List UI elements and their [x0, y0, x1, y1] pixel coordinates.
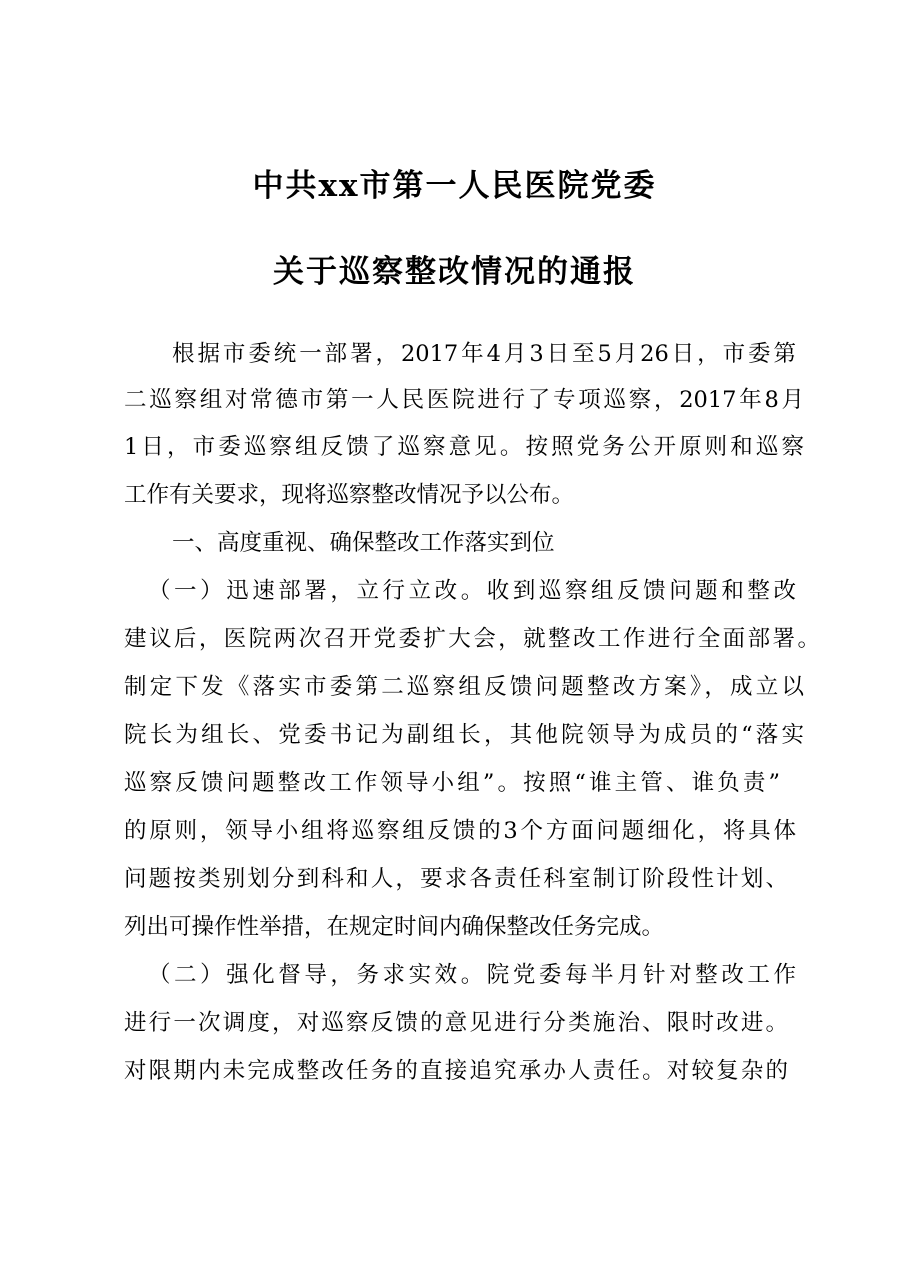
paragraph-line: 工作有关要求，现将巡察整改情况予以公布。: [124, 482, 575, 508]
paragraph-line: 建议后，医院两次召开党委扩大会，就整改工作进行全面部署。: [124, 626, 820, 652]
paragraph-line: 列出可操作性举措，在规定时间内确保整改任务完成。: [124, 914, 665, 940]
paragraph-line: 根据市委统一部署，2017年4月3日至5月26日，市委第: [172, 341, 796, 367]
paragraph-line: 进行一次调度，对巡察反馈的意见进行分类施治、限时改进。: [124, 1010, 788, 1036]
paragraph-line: （二）强化督导，务求实效。院党委每半月针对整改工作: [148, 962, 796, 988]
paragraph-line: 二巡察组对常德市第一人民医院进行了专项巡察，2017年8月: [124, 387, 804, 413]
document-title-line-2: 关于巡察整改情况的通报: [273, 254, 636, 290]
paragraph-line: 巡察反馈问题整改工作领导小组”。按照“谁主管、谁负责”: [124, 770, 780, 796]
paragraph-line: 制定下发《落实市委第二巡察组反馈问题整改方案》，成立以: [124, 674, 804, 700]
paragraph-line: （一）迅速部署，立行立改。收到巡察组反馈问题和整改: [148, 578, 796, 604]
paragraph-line: 对限期内未完成整改任务的直接追究承办人责任。对较复杂的: [124, 1058, 788, 1084]
paragraph-line: 的原则，领导小组将巡察组反馈的3个方面问题细化，将具体: [124, 818, 796, 844]
document-title-line-1: 中共xx市第一人民医院党委: [252, 168, 657, 204]
section-heading: 一、高度重视、确保整改工作落实到位: [172, 530, 555, 556]
paragraph-line: 院长为组长、党委书记为副组长，其他院领导为成员的“落实: [124, 722, 804, 748]
paragraph-line: 1日，市委巡察组反馈了巡察意见。按照党务公开原则和巡察: [124, 434, 804, 460]
paragraph-line: 问题按类别划分到科和人，要求各责任科室制订阶段性计划、: [124, 866, 788, 892]
